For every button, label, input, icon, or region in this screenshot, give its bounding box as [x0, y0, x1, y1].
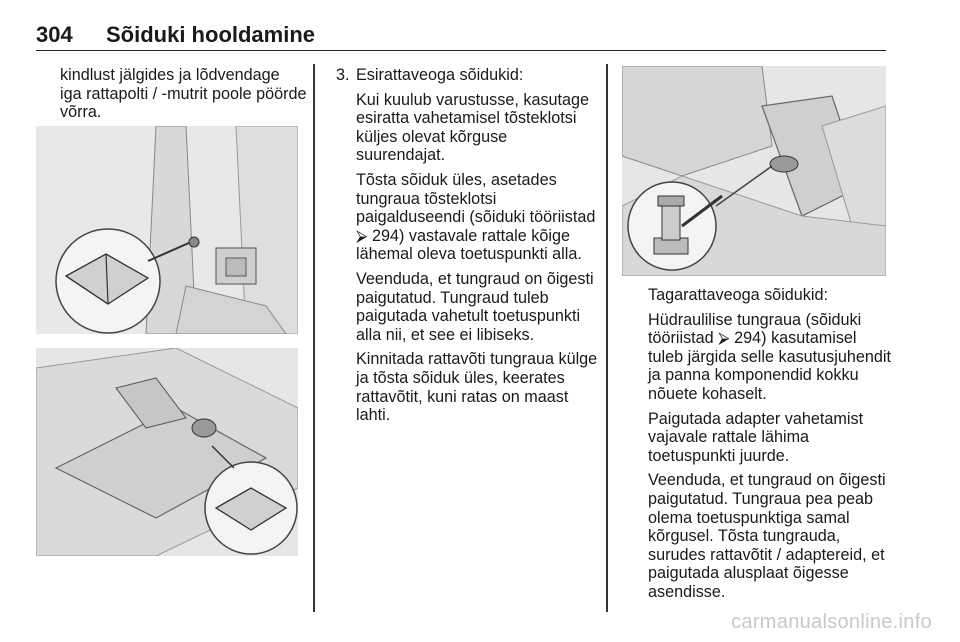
paragraph-3: Veenduda, et tungraud on õigesti paigutatud. Tungraud tuleb paigutada vahetult toetuspunkti alla nii, et see ei libiseks. — [356, 269, 594, 344]
paragraph-2: Tõsta sõiduk üles, asetades tungraua tõsteklotsi paigalduseendi (sõiduki tööriistad ⮚ 294) vastavale rattale kõige lähemal oleva toetuspunkti alla. — [356, 170, 596, 264]
cross-reference-link[interactable]: ⮚ 294) vastavale rattale kõige — [356, 226, 570, 245]
hydraulic-jack-illustration — [622, 66, 886, 276]
text-line: võrra. — [60, 103, 102, 122]
front-jack-placement-illustration — [36, 348, 298, 556]
paragraph-3: Veenduda, et tungraud on õigesti paigutatud. Tungraua pea peab olema toetuspunktiga samal kõrgusel. Tõsta tungrauda, surudes rattavõtit / adaptereid, et paigutada alusplaat õigesse asendisse. — [648, 471, 886, 601]
text-line: iga rattapolti / -mutrit poole pöörde — [60, 84, 307, 103]
section-title: Tagarattaveoga sõidukid: — [648, 286, 828, 304]
paragraph-2: Paigutada adapter vahetamist vajavale rattale lähima toetuspunkti juurde. — [648, 409, 864, 465]
col3-rwd — [648, 286, 893, 608]
front-jack-illustration — [36, 126, 298, 334]
watermark: carmanualsonline.info — [731, 611, 932, 633]
chapter-title: Sõiduki hooldamine — [106, 22, 316, 47]
page-header — [36, 22, 886, 51]
page-number: 304 — [36, 22, 73, 47]
step-title: Esirattaveoga sõidukid: — [356, 66, 524, 84]
column-divider-1 — [313, 64, 315, 612]
col2-step3 — [336, 66, 606, 431]
text-line: kindlust jälgides ja lõdvendage — [60, 66, 280, 84]
step-number: 3. — [336, 66, 350, 84]
paragraph-1: Kui kuulub varustusse, kasutage esiratta vahetamisel tõsteklotsi küljes olevat kõrguse suurendajat. — [356, 90, 590, 165]
column-divider-2 — [606, 64, 608, 612]
paragraph-4: Kinnitada rattavõti tungraua külge ja tõsta sõiduk üles, keerates rattavõtit, kuni ratas on maast lahti. — [356, 350, 598, 425]
cross-reference-link[interactable]: tööriistad ⮚ 294) kasutamisel — [648, 329, 857, 348]
paragraph-1: Hüdraulilise tungraua (sõiduki tööriistad ⮚ 294) kasutamisel tuleb järgida selle kasutusjuhendit ja panna komponendid kokku nõuete kohaselt. — [648, 310, 891, 403]
col1-intro — [60, 66, 310, 122]
